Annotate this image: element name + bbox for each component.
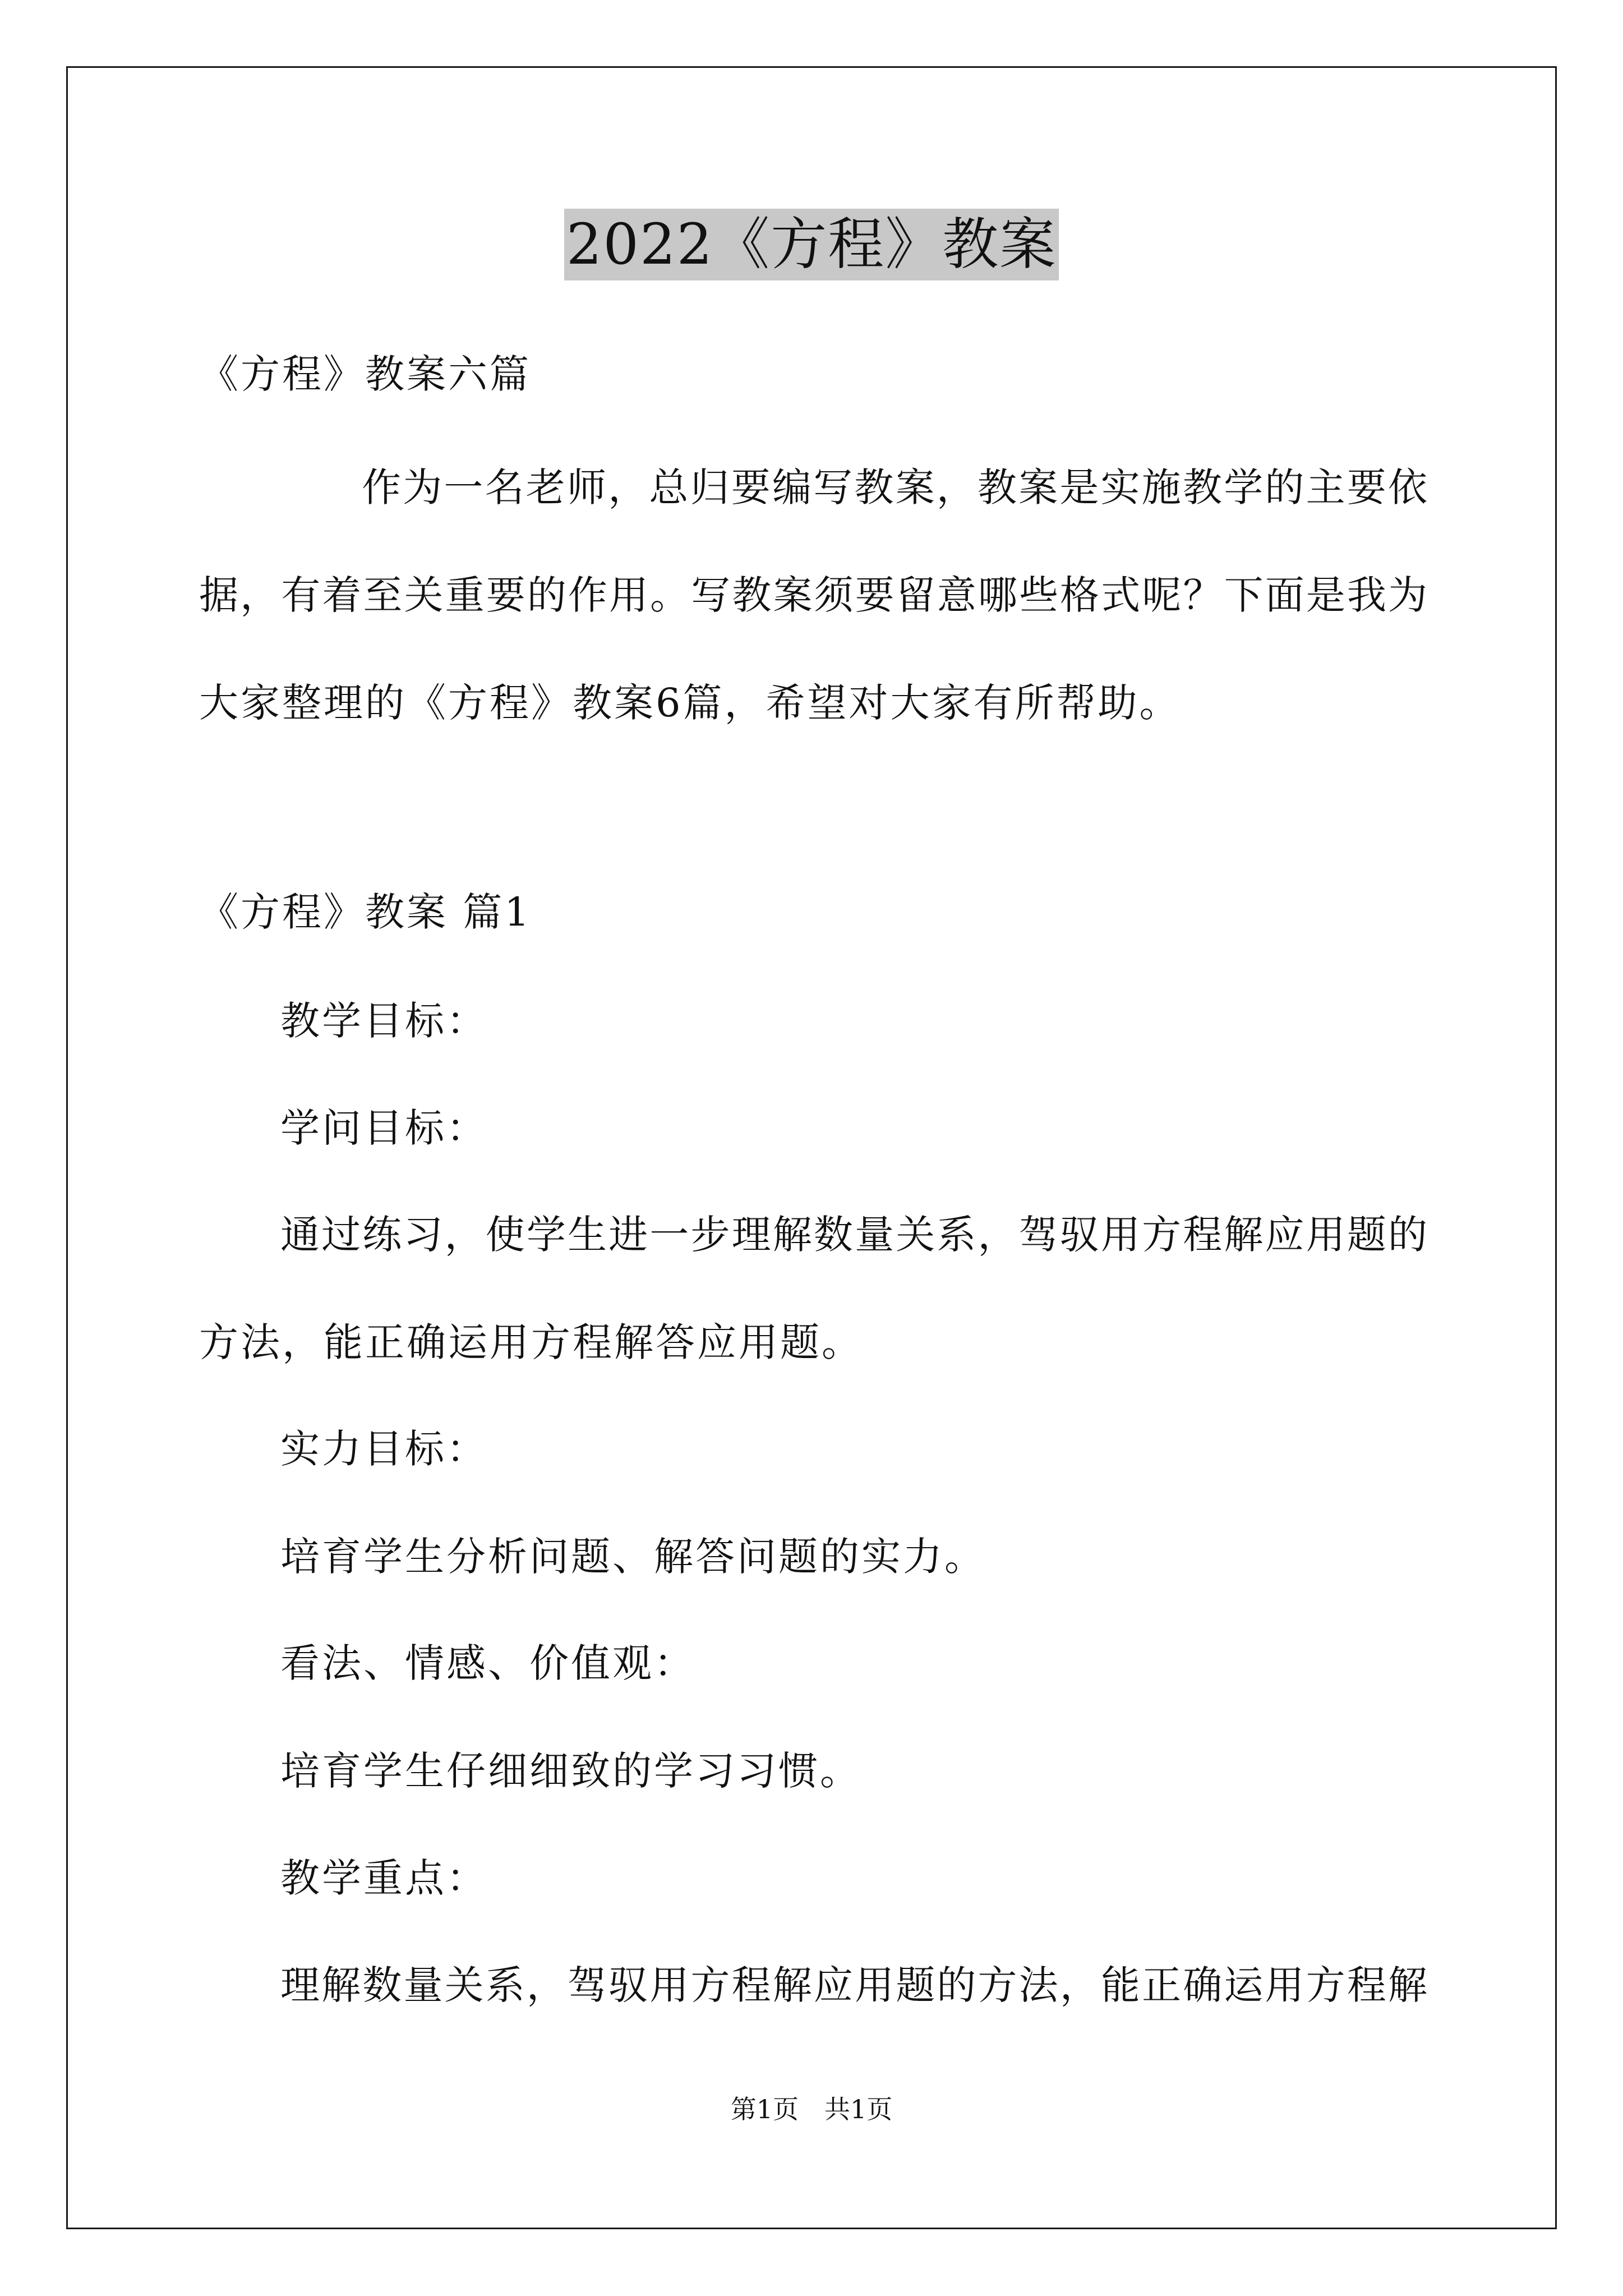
paragraph-line: 学问目标：	[280, 1105, 488, 1151]
paragraph-line: 教学目标：	[280, 998, 488, 1044]
paragraph-line: 方法，能正确运用方程解答应用题。	[199, 1319, 863, 1365]
intro-line-2: 据，有着至关重要的作用。写教案须要留意哪些格式呢？下面是我为	[199, 572, 1427, 618]
paragraph-line: 通过练习，使学生进一步理解数量关系，驾驭用方程解应用题的	[280, 1212, 1427, 1258]
paragraph-line: 实力目标：	[280, 1426, 488, 1472]
paragraph-line: 培育学生仔细细致的学习习惯。	[280, 1748, 861, 1794]
paragraph-line: 理解数量关系，驾驭用方程解应用题的方法，能正确运用方程解	[280, 1962, 1427, 2008]
page-footer: 第1页 共1页	[730, 2094, 893, 2124]
subtitle: 《方程》教案六篇	[199, 351, 531, 397]
paragraph-line: 看法、情感、价值观：	[280, 1640, 695, 1686]
title-container	[0, 209, 1623, 280]
intro-line-1: 作为一名老师，总归要编写教案，教案是实施教学的主要依	[362, 464, 1427, 510]
paragraph-line: 培育学生分析问题、解答问题的实力。	[280, 1534, 986, 1580]
paragraph-line: 教学重点：	[280, 1855, 488, 1901]
intro-line-3: 大家整理的《方程》教案6篇，希望对大家有所帮助。	[199, 680, 1181, 726]
document-title: 2022《方程》教案	[564, 209, 1059, 280]
section-heading: 《方程》教案 篇1	[199, 889, 532, 935]
